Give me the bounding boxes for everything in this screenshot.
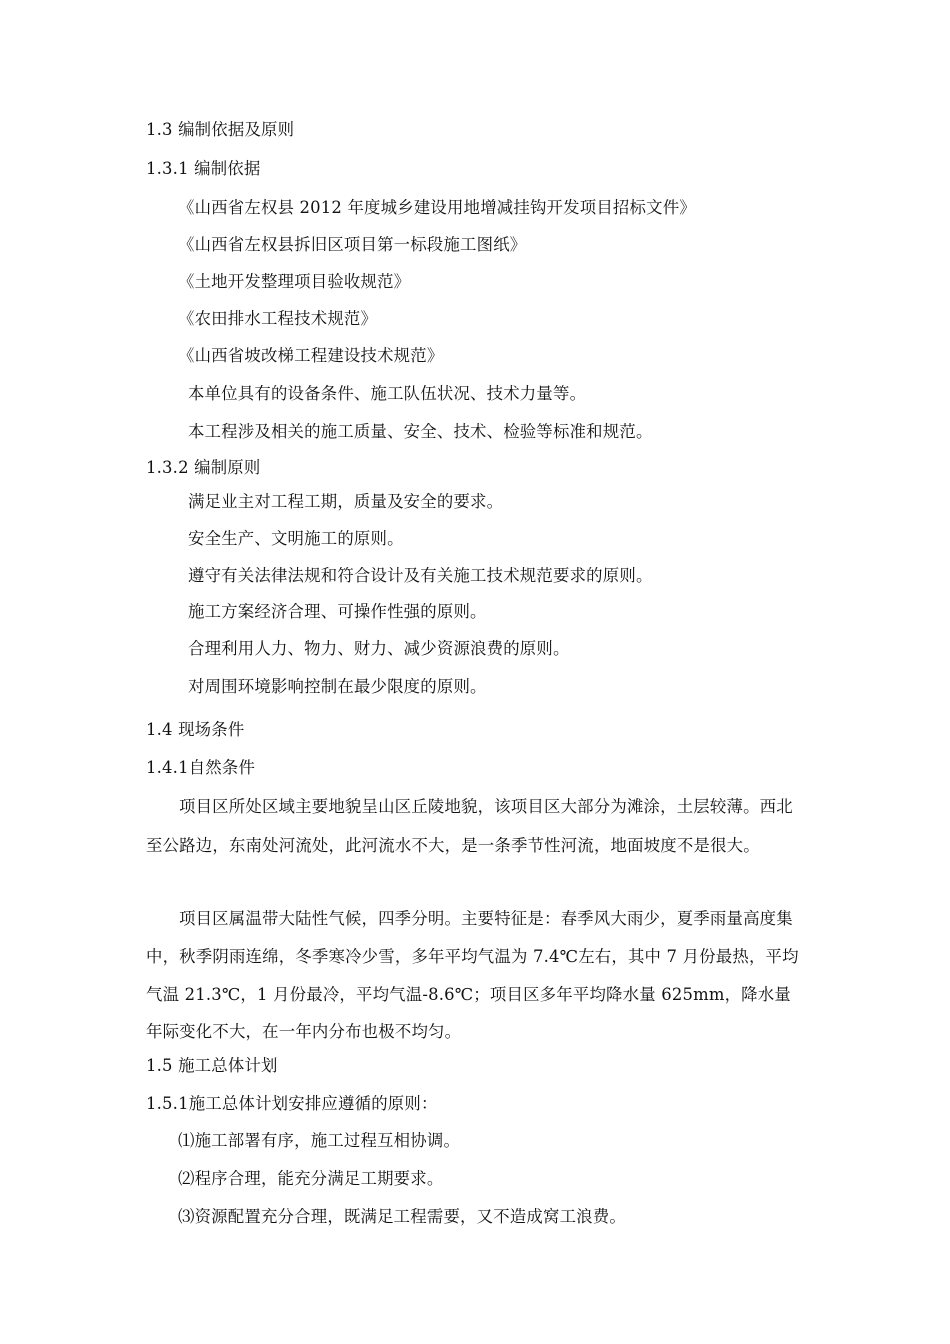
list-item: 施工方案经济合理、可操作性强的原则。	[188, 602, 487, 621]
list-item: 对周围环境影响控制在最少限度的原则。	[188, 677, 487, 696]
section-heading-1-3-2: 1.3.2 编制原则	[146, 458, 261, 477]
list-item: ⑵程序合理，能充分满足工期要求。	[178, 1169, 444, 1188]
section-heading-1-3: 1.3 编制依据及原则	[146, 120, 295, 139]
list-item: 遵守有关法律法规和符合设计及有关施工技术规范要求的原则。	[188, 566, 653, 585]
list-item: 《山西省左权县 2012 年度城乡建设用地增减挂钩开发项目招标文件》	[178, 198, 696, 217]
list-item: ⑶资源配置充分合理，既满足工程需要，又不造成窝工浪费。	[178, 1207, 626, 1226]
section-heading-1-4: 1.4 现场条件	[146, 720, 245, 739]
list-item: ⑴施工部署有序，施工过程互相协调。	[178, 1131, 461, 1150]
section-heading-1-4-1: 1.4.1自然条件	[146, 758, 256, 777]
list-item: 《农田排水工程技术规范》	[178, 309, 378, 328]
body-paragraph	[146, 900, 806, 1051]
list-item: 满足业主对工程工期，质量及安全的要求。	[188, 492, 504, 511]
list-item: 《山西省坡改梯工程建设技术规范》	[178, 346, 444, 365]
section-heading-1-3-1: 1.3.1 编制依据	[146, 159, 261, 178]
list-item: 合理利用人力、物力、财力、减少资源浪费的原则。	[188, 639, 570, 658]
list-item: 本工程涉及相关的施工质量、安全、技术、检验等标准和规范。	[188, 422, 653, 441]
section-heading-1-5: 1.5 施工总体计划	[146, 1056, 278, 1075]
list-item: 《土地开发整理项目验收规范》	[178, 272, 411, 291]
paragraph-text: 项目区所处区域主要地貌呈山区丘陵地貌，该项目区大部分为滩涂，土层较薄。西北至公路边，东南处河流处，此河流水不大，是一条季节性河流，地面坡度不是很大。	[146, 797, 793, 855]
paragraph-text: 项目区属温带大陆性气候，四季分明。主要特征是：春季风大雨少，夏季雨量高度集中，秋季阴雨连绵，冬季寒冷少雪，多年平均气温为 7.4℃左右，其中 7 月份最热，平均气温 21.3℃，1 月份最冷，平均气温-8.6℃；项目区多年平均降水量 625mm，降水量年际变化不大，在一年内分布也极不均匀。	[146, 909, 799, 1042]
body-paragraph	[146, 788, 806, 865]
list-item: 本单位具有的设备条件、施工队伍状况、技术力量等。	[188, 384, 587, 403]
list-item: 安全生产、文明施工的原则。	[188, 529, 404, 548]
list-item: 《山西省左权县拆旧区项目第一标段施工图纸》	[178, 235, 527, 254]
section-heading-1-5-1: 1.5.1施工总体计划安排应遵循的原则：	[146, 1094, 438, 1113]
